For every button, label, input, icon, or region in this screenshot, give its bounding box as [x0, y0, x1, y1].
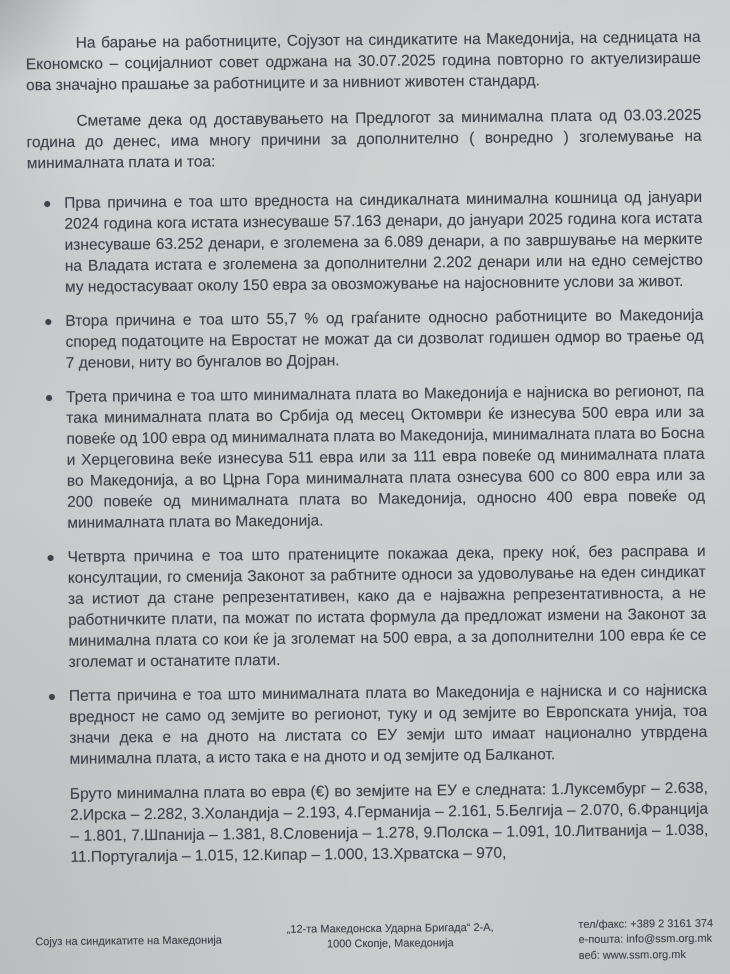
footer-address — [265, 918, 515, 953]
list-item-text: Петта причина е тоа што минималната плата во Македонија е најниска и со најниска вредност не само од земјите во регионот, туку и од земјите во Европската унија, тоа значи дека е на дното на листата со ЕУ земји што имаат национално утврдена минимална плата, а исто така е на дното и од земјите од Балканот. — [68, 681, 708, 768]
intro-paragraph: На барање на работниците, Сојузот на синдикатите на Македонија, на седницата на Економско – социјалниот совет одржана на 30.07.2025 година повторно го актуелизираше ова значајно прашање за работниците и за нивниот животен стандард. — [25, 28, 701, 95]
letterhead-footer — [5, 916, 730, 970]
footer-address-city: 1000 Скопје, Македонија — [326, 937, 454, 951]
bullet-icon — [46, 395, 52, 401]
bullet-icon — [48, 555, 54, 561]
footer-website: веб: www.ssm.org.mk — [578, 948, 686, 962]
eu-minimum-wage-paragraph: Бруто минимална плата во евра (€) во земјите на ЕУ е следната: 1.Луксембург – 2.638, 2.Ирска – 2.282, 3.Холандија – 2.193, 4.Германија – 2.161, 5.Белгија – 2.070, 6.Франција – 1.801, 7.Шпанија – 1.381, 8.Словенија – 1.278, 9.Полска – 1.091, 10.Литванија – 1.038, 11.Португалија – 1.015, 12.Кипар – 1.000, 13.Хрватска – 970, — [69, 779, 709, 866]
reasons-lead-paragraph: Сметаме дека од доставувањето на Предлогот за минимална плата од 03.03.2025 година до денес, има многу причини за дополнително ( вонредно ) зголемување на минималната плата и тоа: — [26, 106, 702, 173]
list-item-first-reason — [27, 187, 703, 298]
list-item-text: Втора причина е тоа што 55,7 % од граѓаните односно работниците во Македонија според податоците на Евростат не можат да си дозволат годишен одмор во траење од 7 денови, ниту во бунгалов во Дојран. — [65, 306, 704, 372]
reasons-list — [27, 187, 708, 770]
footer-organization-name: Сојуз на синдикатите на Македонија — [35, 933, 222, 948]
footer-contact — [578, 916, 717, 964]
list-item-second-reason — [28, 305, 704, 374]
bullet-icon — [45, 319, 51, 325]
bullet-icon — [44, 201, 50, 207]
list-item-third-reason — [29, 381, 705, 534]
list-item-text: Трета причина е тоа што минималната плата во Македонија е најниска во регионот, па така минималната плата во Србија од месец Октомври ќе изнесува 500 евра или за повеќе од 100 евра од минималната плата во Македонија, минималната плата во Босна и Херцеговина веќе изнесува 511 евра или за 111 евра повеќе од минималната плата во Македонија, а во Црна Гора минималната плата ознесува 600 со 800 евра или за 200 повеќе од минималната плата во Македонија, односно 400 евра повеќе од минималната плата во Македонија. — [65, 382, 706, 532]
footer-address-street: „12-та Македонска Ударна Бригада“ 2-А, — [286, 921, 494, 936]
list-item-text: Четврта причина е тоа што пратениците покажаа дека, преку ноќ, без расправа и консултации, го сменија Законот за рабтните односи за удоволување на еден синдикат за истиот да стане репрезентативен, како да е најважна репрезентативноста, а не работничките плати, па можат по истата формула да предложат измени на Законот за минимална плата со кои ќе ја зголемат на 500 евра, а за дополнителни 100 евра ќе се зголемат и останатите плати. — [67, 542, 707, 671]
footer-phone: тел/факс: +389 2 3161 374 — [578, 917, 714, 931]
footer-email: е-пошта: info@ssm.org.mk — [578, 932, 713, 946]
list-item-fifth-reason — [32, 680, 708, 770]
list-item-fourth-reason — [30, 541, 706, 673]
list-item-text: Прва причина е тоа што вредноста на синдикалната минимална кошница од јануари 2024 година кога истата изнесуваше 57.163 денари, до јануари 2025 година кога истата изнесуваше 63.252 денари, е зголемена за 6.089 денари, а по завршување на мерките на Владата истата е зголемена за дополнителни 2.202 денари или на едно семејство му недостасуваат околу 150 евра за овозможување на најосновните услови за живот. — [64, 188, 703, 296]
bullet-icon — [49, 694, 55, 700]
